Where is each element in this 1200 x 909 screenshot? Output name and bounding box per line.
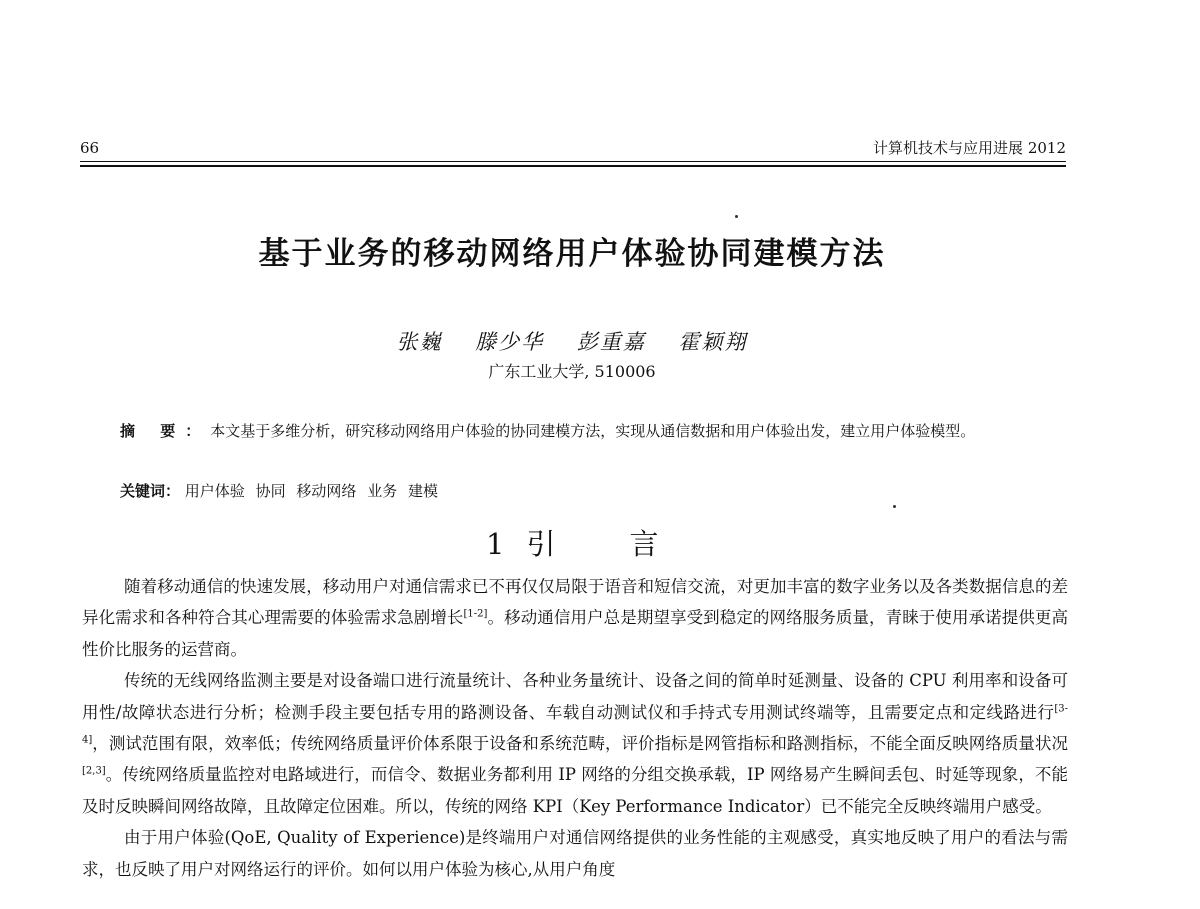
abstract [82, 418, 1068, 444]
keyword: 用户体验 [184, 482, 245, 500]
paragraph-text: 传统的无线网络监测主要是对设备端口进行流量统计、各种业务量统计、设备之间的简单时延测量、设备的 CPU 利用率和设备可用性/故障状态进行分析；检测手段主要包括专用的路测设备、车载自动测试仪和手持式专用测试终端等，且需要定点和定线路进行 [82, 671, 1068, 722]
citation: [1-2] [463, 608, 488, 620]
paragraph-text: ，测试范围有限，效率低；传统网络质量评价体系限于设备和系统范畴，评价指标是网管指标和路测指标，不能全面反映网络质量状况 [92, 734, 1068, 754]
section-heading [486, 522, 658, 563]
body-text [82, 571, 1068, 885]
author-name: 彭重嘉 [576, 330, 646, 354]
paragraph [82, 665, 1068, 822]
citation: [2,3] [82, 765, 106, 777]
section-number: 1 [486, 527, 505, 561]
abstract-label: 摘 要： [120, 422, 211, 440]
affiliation: 广东工业大学, 510006 [488, 362, 656, 381]
section-title-char: 引 [526, 527, 556, 561]
paragraph [82, 822, 1068, 885]
keywords [120, 478, 444, 504]
author-name: 张巍 [396, 330, 443, 354]
paragraph-text: 随着移动通信的快速发展，移动用户对通信需求已不再仅仅局限于语音和短信交流，对更加丰富的数字业务以及各类数据信息的差异化需求和各种符合其心理需要的体验需求急剧增长 [82, 577, 1068, 628]
abstract-text: 本文基于多维分析，研究移动网络用户体验的协同建模方法，实现从通信数据和用户体验出发，建立用户体验模型。 [210, 422, 976, 440]
header-rule-thin [80, 161, 1066, 162]
journal-name: 计算机技术与应用进展 2012 [873, 139, 1066, 157]
keywords-label: 关键词： [120, 482, 181, 500]
paragraph [82, 571, 1068, 665]
keyword: 建模 [407, 482, 438, 500]
keyword: 移动网络 [296, 482, 357, 500]
paragraph-text: 。移动通信用户总是期望享受到稳定的网络服务质量，青睐于使用承诺提供更高性价比服务的运营商。 [82, 608, 1069, 659]
author-name: 滕少华 [475, 330, 545, 354]
scan-speck [735, 215, 738, 218]
citation: [3-4] [82, 703, 1068, 746]
paper-title: 基于业务的移动网络用户体验协同建模方法 [258, 236, 886, 272]
paragraph-text: 。传统网络质量监控对电路域进行，而信令、数据业务都利用 IP 网络的分组交换承载，IP 网络易产生瞬间丢包、时延等现象，不能及时反映瞬间网络故障，且故障定位困难。所以，传统的网络 KPI（Key Performance Indicator）已不能完全反映终端用户感受。 [82, 765, 1068, 816]
author-name: 霍颖翔 [678, 330, 748, 354]
author-list [0, 326, 1144, 356]
section-title-char: 言 [629, 527, 659, 561]
paragraph-text: 由于用户体验(QoE, Quality of Experience)是终端用户对通信网络提供的业务性能的主观感受，真实地反映了用户的看法与需求，也反映了用户对网络运行的评价。如何以用户体验为核心,从用户角度 [82, 828, 1068, 879]
running-header [80, 134, 1066, 170]
keyword: 协同 [255, 482, 286, 500]
keyword: 业务 [367, 482, 398, 500]
scan-speck [893, 505, 896, 508]
page-number: 66 [80, 139, 100, 157]
header-rule-thick [80, 165, 1066, 167]
